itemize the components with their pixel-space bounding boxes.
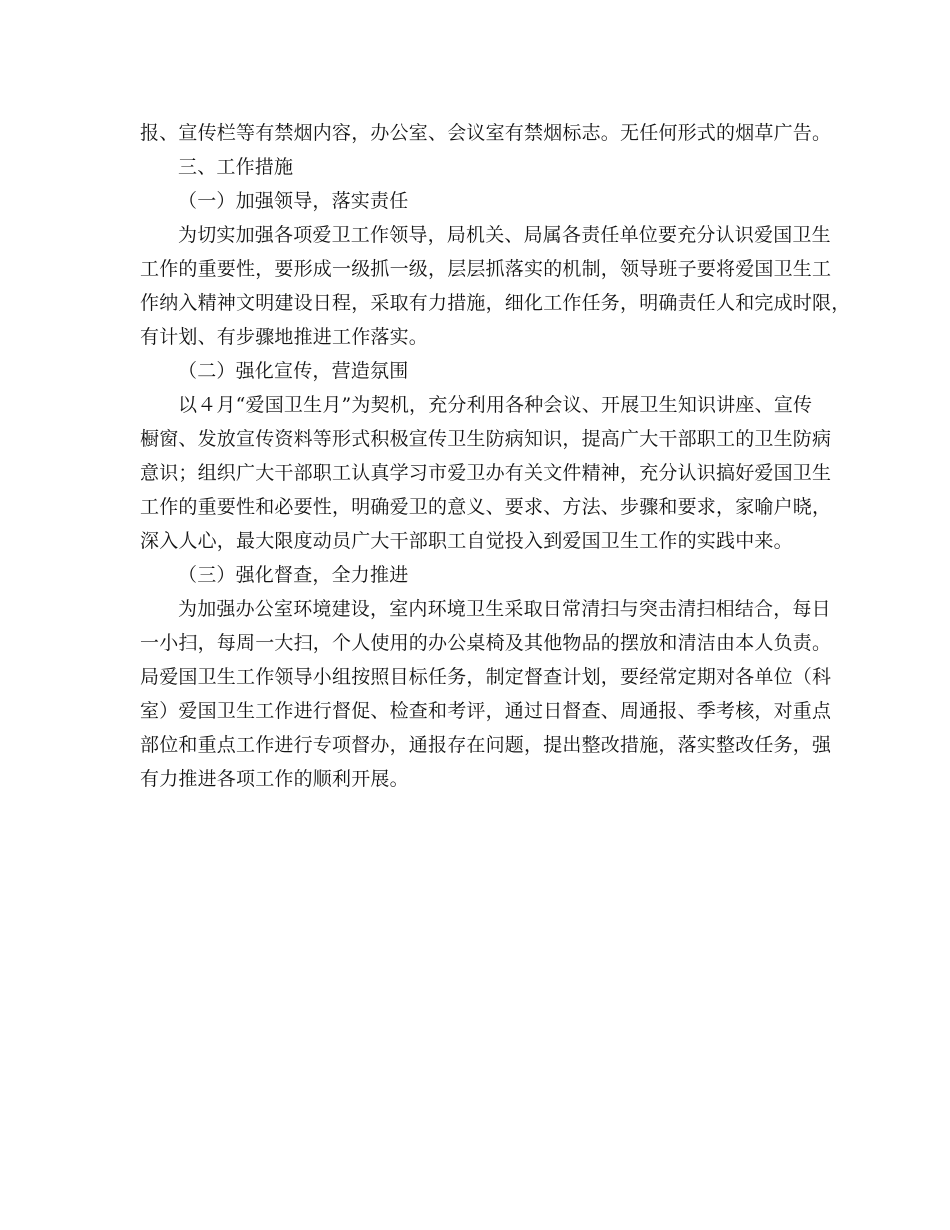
paragraph-line: 工作的重要性，要形成一级抓一级，层层抓落实的机制，领导班子要将爱国卫生工 [140,258,832,280]
paragraph-line: 以４月“爱国卫生月”为契机，充分利用各种会议、开展卫生知识讲座、宣传 [178,394,813,416]
paragraph-line: 室）爱国卫生工作进行督促、检查和考评，通过日督查、周通报、季考核，对重点 [140,700,832,722]
section-heading: 三、工作措施 [178,156,294,178]
document-body [140,116,851,796]
paragraph-line: 有力推进各项工作的顺利开展。 [140,768,409,790]
subsection-heading: （二）强化宣传，营造氛围 [178,360,409,382]
paragraph-line: 工作的重要性和必要性，明确爱卫的意义、要求、方法、步骤和要求，家喻户晓， [140,496,832,518]
paragraph-line: 意识；组织广大干部职工认真学习市爱卫办有关文件精神，充分认识搞好爱国卫生 [140,462,832,484]
paragraph-line: 有计划、有步骤地推进工作落实。 [140,326,429,348]
paragraph-line: 部位和重点工作进行专项督办，通报存在问题，提出整改措施，落实整改任务，强 [140,734,832,756]
paragraph-line: 橱窗、发放宣传资料等形式积极宣传卫生防病知识，提高广大干部职工的卫生防病 [140,428,832,450]
paragraph-line: 一小扫，每周一大扫，个人使用的办公桌椅及其他物品的摆放和清洁由本人负责。 [140,632,832,654]
paragraph-line: 报、宣传栏等有禁烟内容，办公室、会议室有禁烟标志。无任何形式的烟草广告。 [140,122,832,144]
subsection-heading: （一）加强领导，落实责任 [178,190,409,212]
paragraph-line: 局爱国卫生工作领导小组按照目标任务，制定督查计划，要经常定期对各单位（科 [140,666,832,688]
paragraph-line: 为切实加强各项爱卫工作领导，局机关、局属各责任单位要充分认识爱国卫生 [178,224,831,246]
paragraph-line: 深入人心，最大限度动员广大干部职工自觉投入到爱国卫生工作的实践中来。 [140,530,793,552]
subsection-heading: （三）强化督查，全力推进 [178,564,409,586]
paragraph-line: 为加强办公室环境建设，室内环境卫生采取日常清扫与突击清扫相结合，每日 [178,598,831,620]
paragraph-line: 作纳入精神文明建设日程，采取有力措施，细化工作任务，明确责任人和完成时限， [140,292,851,314]
